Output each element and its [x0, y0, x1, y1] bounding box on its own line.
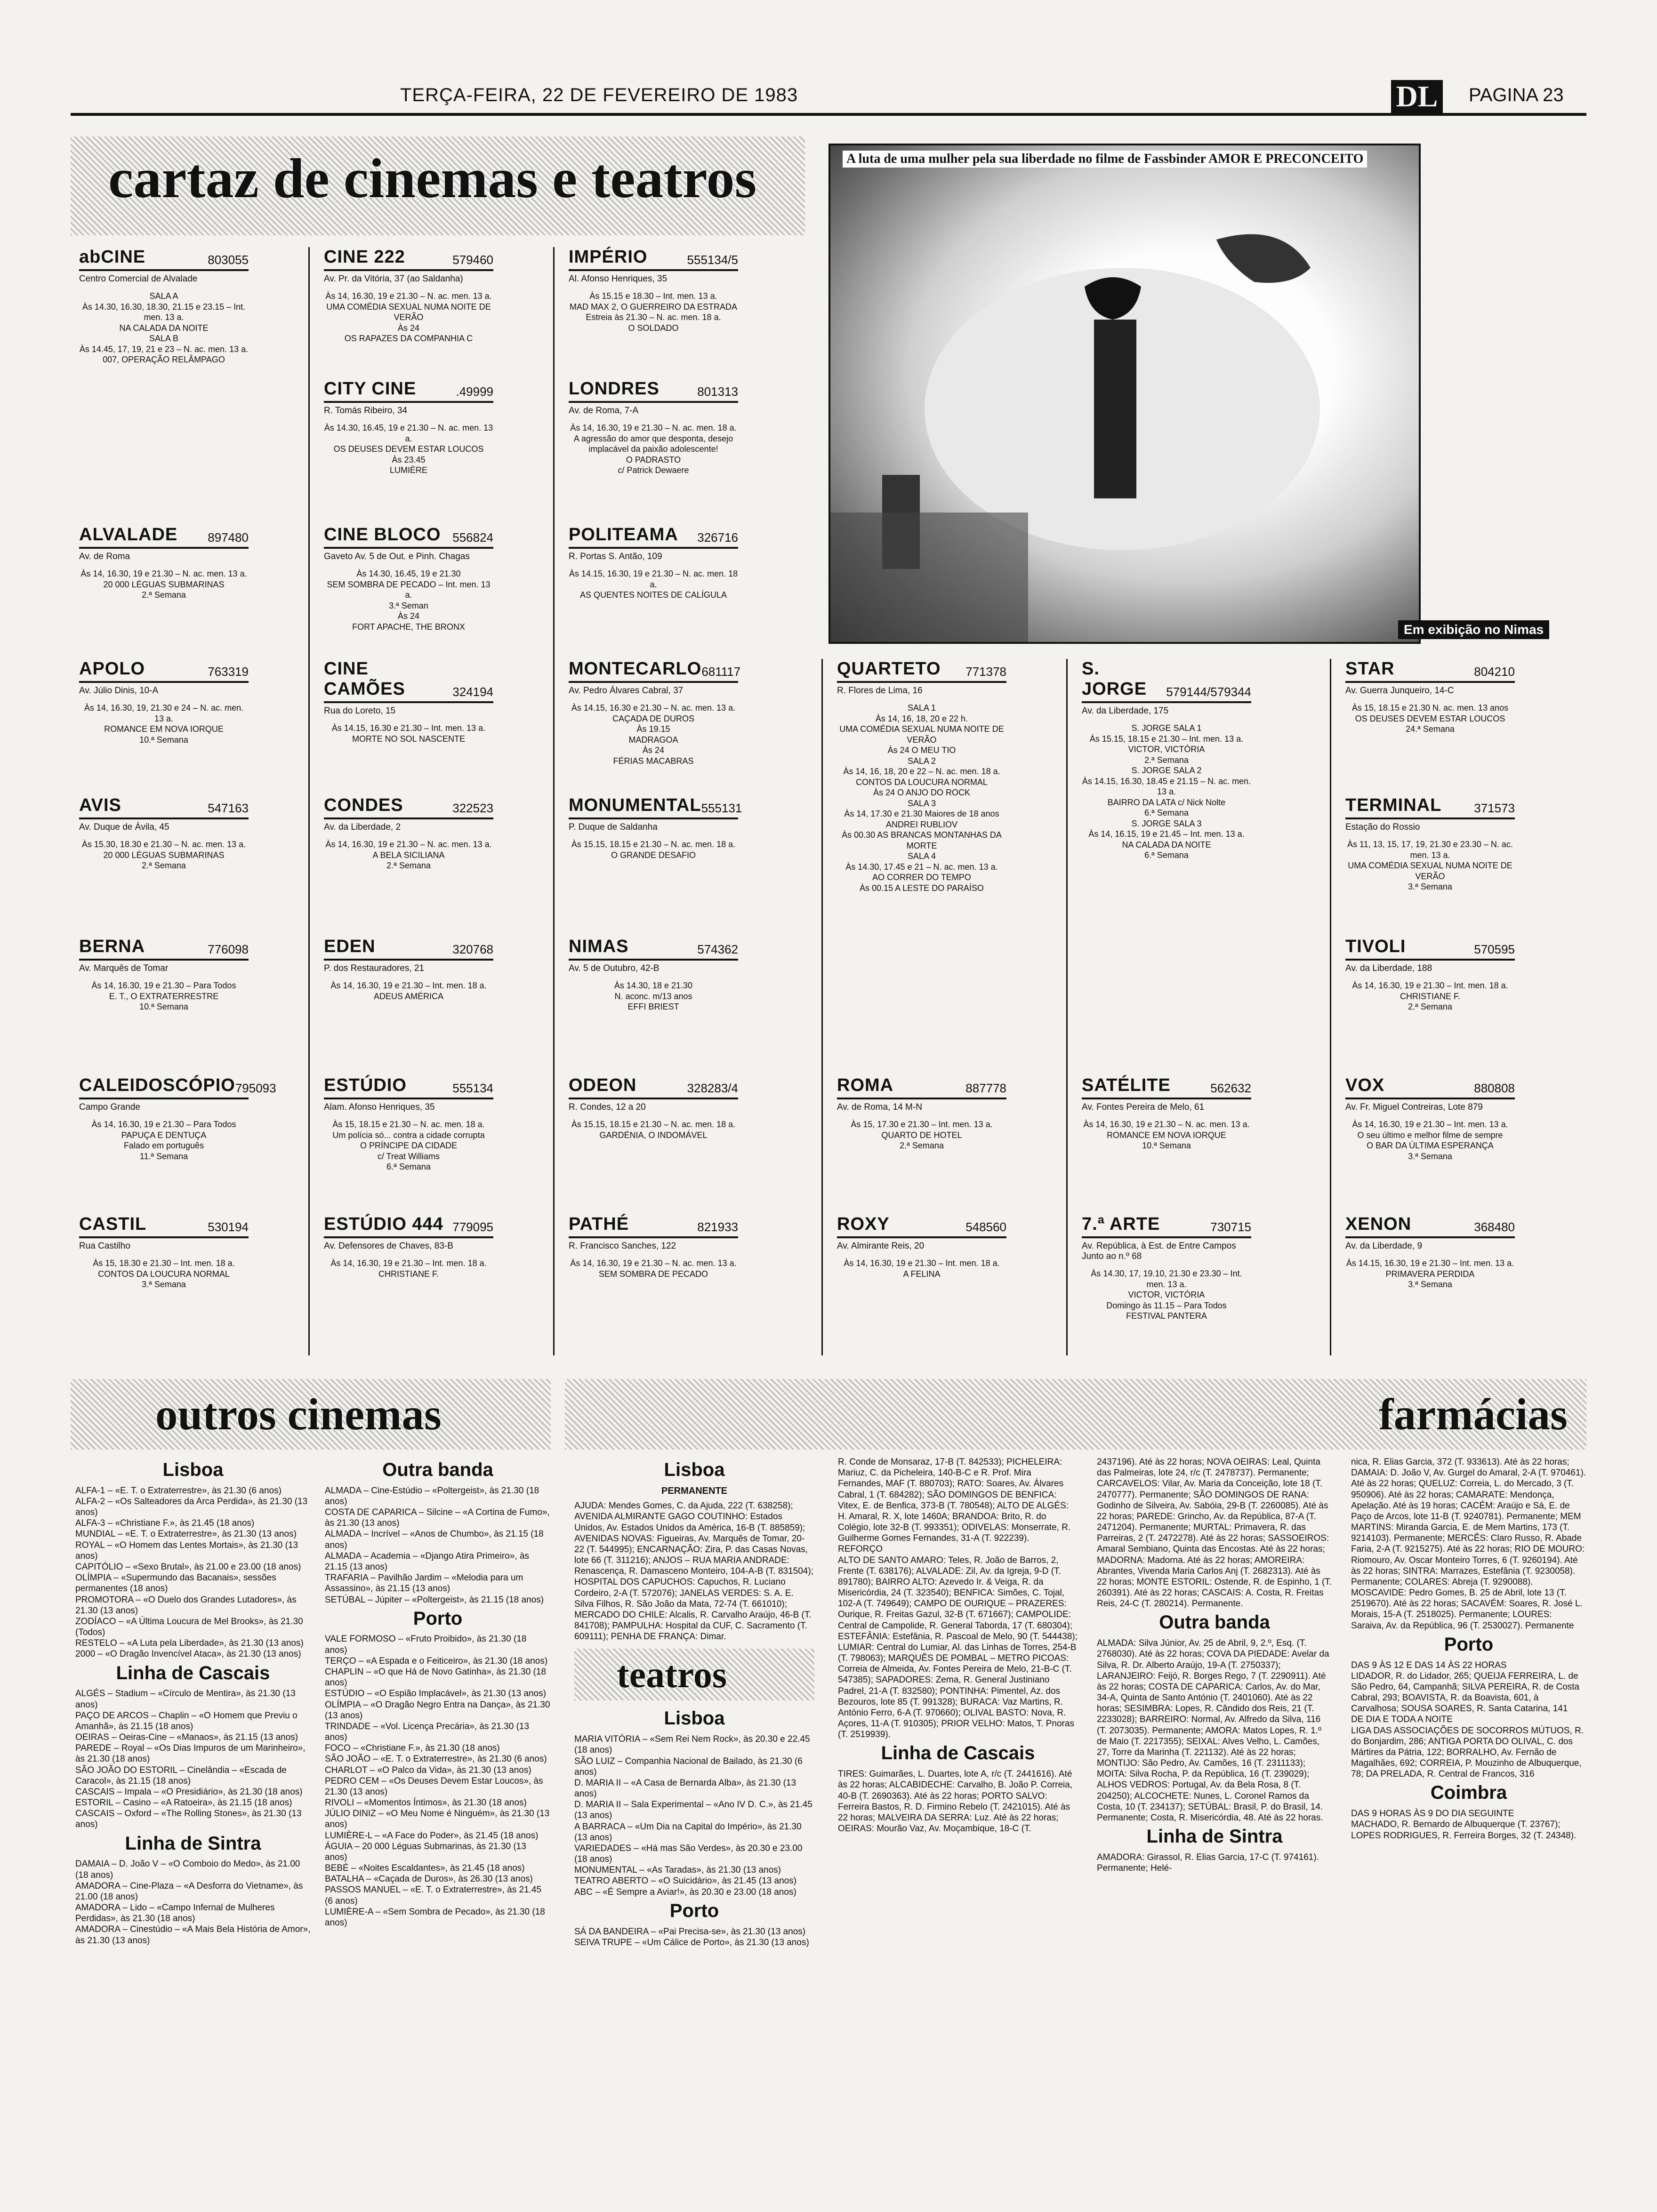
cinema-showtimes: Às 14, 16.30, 19 e 21.30 – N. ac. men. 13 a. A BELA SICILIANA 2.ª Semana — [325, 840, 492, 870]
cinema-listing — [1337, 795, 1523, 918]
farm-porto-list: DAS 9 ÀS 12 E DAS 14 ÀS 22 HORAS LIDADOR, R. do Lidador, 265; QUEIJA FERREIRA, L. de São Pedro, 64, Campanhã; SILVA PEREIRA, R. de Costa Cabral, 293; BOAVISTA, R. da Boavista, 601, à Carvalhosa; SOUSA SOARES, R. Santa Catarina, 141 DE DIA E TODA A NOITE LIGA DAS ASSOCIAÇÕES DE SOCORROS MÚTUOS, R. do Bonjardim, 286; ANTIGA PORTA DO OLIVAL, C. dos Mártires da Pátria, 122; BORRALHO, Av. Fernão de Magalhães, 692; CORREIA, P. Mouzinho de Albuquerque, 78; DA PRELADA, R. Central de Francos, 316 — [1351, 1660, 1584, 1779]
cinema-showtimes: S. JORGE SALA 1 Às 15.15, 18.15 e 21.30 – Int. men. 13 a. VICTOR, VICTÓRIA 2.ª Semana S. JORGE SALA 2 Às 14.15, 16.30, 18.45 e 21.15 – N. ac. men. 13 a. BAIRRO DA LATA c/ Nick Nolte 6.ª Semana S. JORGE SALA 3 Às 14, 16.15, 19 e 21.45 – Int. men. 13 a. NA CALADA DA NOITE 6.ª Semana — [1082, 723, 1251, 860]
cinema-name: LONDRES — [569, 379, 660, 399]
cinema-header — [79, 525, 249, 549]
cinema-showtimes: Às 11, 13, 15, 17, 19, 21.30 e 23.30 – N. ac. men. 13 a. UMA COMÉDIA SEXUAL NUMA NOITE DE VERÃO 3.ª Semana — [1347, 840, 1513, 891]
cinema-showtimes: SALA A Às 14.30, 16.30, 18.30, 21.15 e 23.15 – Int. men. 13 a. NA CALADA DA NOITE SALA B Às 14.45, 17, 19, 21 e 23 – N. ac. men. 13 a. 007, OPERAÇÃO RELÂMPAGO — [79, 291, 249, 364]
cinema-showtimes: Às 14, 16.30, 19 e 21.30 – N. ac. men. 13 a. SEM SOMBRA DE PECADO — [570, 1258, 737, 1279]
cinema-header — [1345, 937, 1515, 961]
cinema-listing — [560, 379, 747, 529]
cinema-phone: 320768 — [452, 942, 493, 956]
cinema-address: Av. Marquês de Tomar — [79, 963, 169, 973]
teatros-band — [574, 1649, 814, 1700]
cinema-listing — [315, 1214, 502, 1355]
farm-sintra-heading: Linha de Sintra — [1146, 1826, 1283, 1847]
cinema-listing — [71, 1075, 276, 1200]
cinema-address: Rua do Loreto, 15 — [324, 706, 396, 716]
cinema-phone: 326716 — [697, 530, 738, 545]
cinema-phone: 880808 — [1474, 1081, 1515, 1095]
cinema-showtimes: Às 14.30, 16.45, 19 e 21.30 SEM SOMBRA DE PECADO – Int. men. 13 a. 3.ª Seman Às 24 FORT APACHE, THE BRONX — [327, 569, 491, 632]
cinema-showtimes: Às 15, 17.30 e 21.30 – Int. men. 13 a. QUARTO DE HOTEL 2.ª Semana — [851, 1120, 993, 1150]
cinema-phone: 803055 — [208, 253, 249, 267]
cinema-phone: 821933 — [697, 1220, 738, 1234]
cinema-showtimes: Às 15.15 e 18.30 – Int. men. 13 a. MAD MAX 2, O GUERREIRO DA ESTRADA Estreia às 21.30 – N. ac. men. 18 a. O SOLDADO — [569, 291, 738, 333]
page-number: PAGINA 23 — [1469, 85, 1564, 105]
column-rule — [1066, 659, 1068, 1355]
cinema-header — [1082, 659, 1251, 703]
cinema-header — [79, 247, 249, 271]
cinema-address: Rua Castilho — [79, 1241, 130, 1251]
outros-band — [71, 1379, 551, 1450]
column-rule — [821, 659, 823, 1355]
farm-col2-list: R. Conde de Monsaraz, 17-B (T. 842533); PICHELEIRA: Mariuz, C. da Picheleira, 140-B-C e R. Prof. Mira Fernandes, MAF (T. 880703); RATO: Soares, Av. Álvares Cabral, 1 (T. 684282); SÃO DOMINGOS DE BENFICA: Vitex, E. de Benfica, 373-B (T. 780548); ALTO DE ALGÉS: H. Amaral, R. X, lote 1460A; BRANDOA: Brito, R. do Colégio, lote 32-B (T. 993351); ODIVELAS: Monserrate, R. Guilherme Gomes Fernandes, 31-A (T. 922239). REFORÇO ALTO DE SANTO AMARO: Teles, R. João de Barros, 2, Frente (T. 638176); ALVALADE: Zil, Av. da Igreja, 9-D (T. 891780); BAIRRO ALTO: Azevedo Ir. & Veiga, R. da Misericórdia, 24 (T. 323540); BENFICA: Simões, C. Tojal, 102-A (T. 749649); CAMPO DE OURIQUE – PRAZERES: Ourique, R. Freitas Gazul, 32-B (T. 671667); CAMPOLIDE: Central de Campolide, R. General Taborda, 17 (T. 680304); ESTEFÂNIA: Estefânia, R. Pascoal de Melo, 90 (T. 544438); LUMIAR: Central do Lumiar, Al. das Linhas de Torres, 254-B (T. 798063); MARQUÊS DE POMBAL – METRO PICOAS: Correia de Almeida, Av. Fontes Pereira de Melo, 21-B-C (T. 547385); SAPADORES: Zema, R. General Justiniano Padrel, 21-A (T. 832580); PONTINHA: Pimentel, Az. dos Bezouros, lote 85 (T. 991328); BURACA: Vaz Martins, R. António Ferro, 6-A (T. 970660); OLIVAL BASTO: Nova, R. Açores, 11-A (T. 910305); PRIOR VELHO: Matos, T. Pnoras (T. 2519939). — [838, 1457, 1078, 1740]
cinema-showtimes: Às 15, 18.30 e 21.30 – Int. men. 18 a. CONTOS DA LOUCURA NORMAL 3.ª Semana — [93, 1258, 235, 1289]
cinema-header — [324, 525, 493, 549]
cinema-showtimes: Às 14, 16.30, 19 e 21.30 – Para Todos E. T., O EXTRATERRESTRE 10.ª Semana — [91, 981, 236, 1011]
farm-coimbra-heading: Coimbra — [1430, 1782, 1507, 1803]
cinema-showtimes: Às 14, 16.30, 19 e 21.30 – N. ac. men. 13 a. UMA COMÉDIA SEXUAL NUMA NOITE DE VERÃO Às 24 OS RAPAZES DA COMPANHIA C — [325, 291, 492, 343]
cinema-address: Av. Pr. da Vitória, 37 (ao Saldanha) — [324, 274, 463, 284]
cinema-phone: 371573 — [1474, 801, 1515, 815]
cinema-showtimes: Às 14.15, 16.30, 19 e 21.30 – Int. men. 13 a. PRIMAVERA PERDIDA 3.ª Semana — [1346, 1258, 1514, 1289]
cinema-name: PATHÉ — [569, 1214, 629, 1234]
cinema-header — [837, 659, 1006, 683]
cinema-listing — [71, 1214, 257, 1355]
header-rule — [71, 113, 1586, 116]
cinema-header — [569, 379, 738, 403]
cinema-listing — [560, 1214, 747, 1355]
cinema-header — [79, 659, 249, 683]
movie-photo — [828, 144, 1421, 644]
cinema-phone: 322523 — [452, 801, 493, 815]
farm-lisboa-list: AJUDA: Mendes Gomes, C. da Ajuda, 222 (T. 638258); AVENIDA ALMIRANTE GAGO COUTINHO: Estados Unidos, Av. Estados Unidos da América, 16-B (T. 885859); AVENIDAS NOVAS: Figueiras, Av. Marquês de Tomar, 20-22 (T. 544995); ENCARNAÇÃO: Zira, P. das Casas Novas, lote 66 (T. 311216); ANJOS – RUA MARIA ANDRADE: Renascença, R. Damasceno Monteiro, 104-A-B (T. 831504); HOSPITAL DOS CAPUCHOS: Capuchos, R. Luciano Cordeiro, 2-A (T. 572076); JANELAS VERDES: S. A. E. Silva Filhos, R. São João da Mata, 72-74 (T. 661010); MERCADO DO CHILE: Alcalis, R. Carvalho Araújo, 46-B (T. 841708); PAMPULHA: Hospital da CUF, C. Sacramento (T. 609111); PENHA DE FRANÇA: Dimar. — [574, 1501, 813, 1642]
cinema-address: Av. Defensores de Chaves, 83-B — [324, 1241, 453, 1251]
cinema-address: Gaveto Av. 5 de Out. e Pinh. Chagas — [324, 552, 470, 561]
cinema-showtimes: Às 14, 16.30, 19 e 21.30 – Para Todos PAPUÇA E DENTUÇA Falado em português 11.ª Semana — [91, 1120, 236, 1161]
farm-col-1 — [574, 1457, 814, 1950]
cinema-phone: 324194 — [452, 685, 493, 699]
cinema-name: XENON — [1345, 1214, 1412, 1234]
cinema-listing — [1337, 1075, 1523, 1200]
cinema-listing — [71, 937, 257, 1059]
cinema-address: R. Portas S. Antão, 109 — [569, 552, 662, 561]
cinema-address: Av. Fontes Pereira de Melo, 61 — [1082, 1102, 1205, 1112]
farm-permanente-heading: PERMANENTE — [661, 1485, 727, 1496]
teatros-section-title: teatros — [617, 1654, 727, 1696]
outros-col-2 — [325, 1457, 551, 1930]
cinema-header — [1082, 1075, 1251, 1099]
cinema-phone: 779095 — [452, 1220, 493, 1234]
cinema-listing — [1337, 659, 1523, 781]
teatros-lisboa-list: MARIA VITÓRIA – «Sem Rei Nem Rock», às 20.30 e 22.45 (18 anos) SÃO LUIZ – Companhia Nacional de Bailado, às 21.30 (6 anos) D. MARIA II – «A Casa de Bernarda Alba», às 21.30 (13 anos) D. MARIA II – Sala Experimental – «Ano IV D. C.», às 21.45 (13 anos) A BARRACA – «Um Dia na Capital do Império», às 21.30 (13 anos) VARIEDADES – «Há mas São Verdes», às 20.30 e 23.00 (18 anos) MONUMENTAL – «As Taradas», às 21.30 (13 anos) TEATRO ABERTO – «O Suicidário», às 21.45 (13 anos) ABC – «É Sempre a Aviar!», às 20.30 e 23.00 (18 anos) — [574, 1734, 812, 1897]
cinema-address: Av. Júlio Dinis, 10-A — [79, 686, 159, 696]
farm-lisboa-heading: Lisboa — [664, 1459, 725, 1480]
cinema-listing — [315, 247, 502, 369]
cinema-name: BERNA — [79, 937, 145, 956]
cinema-name: ESTÚDIO 444 — [324, 1214, 443, 1234]
cinema-showtimes: Às 15, 18.15 e 21.30 – N. ac. men. 18 a. Um polícia só... contra a cidade corrupta O PRÍNCIPE DA CIDADE c/ Treat Williams 6.ª Semana — [332, 1120, 485, 1171]
cinema-name: ESTÚDIO — [324, 1075, 407, 1095]
cinema-header — [1082, 1214, 1251, 1238]
cinema-address: Av. Duque de Ávila, 45 — [79, 822, 169, 832]
cinema-showtimes: Às 14, 16.30, 19 e 21.30 – N. ac. men. 13 a. 20 000 LÉGUAS SUBMARINAS 2.ª Semana — [80, 569, 247, 600]
film-still-illustration — [830, 145, 1419, 642]
cinema-showtimes: Às 14.30, 18 e 21.30 N. aconс. m/13 anos EFFI BRIEST — [614, 981, 693, 1011]
cinema-header — [1345, 1214, 1515, 1238]
cinema-header — [324, 795, 493, 819]
cinema-phone: 579144/579344 — [1166, 685, 1251, 699]
farm-banda-list: ALMADA: Silva Júnior, Av. 25 de Abril, 9, 2.º, Esq. (T. 2768030). Até às 22 horas; COVA DA PIEDADE: Avelar da Silva, R. Dr. Alberto Araújo, 19-A (T. 2750337); LARANJEIRO: Feijó, R. Borges Rego, 7 (T. 2290911). Até às 22 horas; COSTA DE CAPARICA: Carlos, Av. do Mar, 34-A, Quinta de Santo António (T. 2401060). Até às 22 horas; SESIMBRA: Lopes, R. Cândido dos Reis, 21 (T. 2233028); BARREIRO: Normal, Av. Alfredo da Silva, 116 (T. 2073035). Permanente; AMORA: Matos Lopes, R. 1.º de Maio (T. 2217355); SEIXAL: Alves Velho, L. Camões, 27, Torre da Marinha (T. 221132). Até às 22 horas; MONTIJO: São Pedro, Av. Camões, 16 (T. 2311133); MOITA: Silva Rocha, P. da República, 16 (T. 239029); ALHOS VEDROS: Portugal, Av. da Bela Rosa, 8 (T. 204250); ALCOCHETE: Nunes, L. Coronel Ramos da Costa, 10 (T. 234137); SETÚBAL: Brasil, P. do Brasil, 14. Permanente; Costa, R. Misericórdia, 48. Até às 22 horas. — [1097, 1638, 1329, 1823]
cinema-name: EDEN — [324, 937, 376, 956]
cinema-listing — [828, 1075, 1015, 1200]
cinema-phone: 795093 — [235, 1081, 276, 1095]
cinema-name: CALEIDOSCÓPIO — [79, 1075, 235, 1095]
cinema-showtimes: Às 15.15, 18.15 e 21.30 – N. ac. men. 18 a. GARDÉNIA, O INDOMÁVEL — [571, 1120, 736, 1140]
cinema-listing — [315, 1075, 502, 1200]
cinema-name: ODEON — [569, 1075, 637, 1095]
cinema-header — [324, 1075, 493, 1099]
cinema-name: TERMINAL — [1345, 795, 1442, 815]
cinema-listing — [315, 379, 502, 529]
cinemas-section-title: cartaz de cinemas e teatros — [108, 147, 757, 209]
cinema-header — [324, 247, 493, 271]
cinema-phone: 730715 — [1210, 1220, 1251, 1234]
outros-porto-list: VALE FORMOSO – «Fruto Proibido», às 21.30 (18 anos) TERÇO – «A Espada e o Feiticeiro», às 21.30 (18 anos) CHAPLIN – «O que Há de Novo Gatinha», às 21.30 (18 anos) ESTÚDIO – «O Espião Implacável», às 21.30 (13 anos) OLÍMPIA – «O Dragão Negro Entra na Dança», às 21.30 (13 anos) TRINDADE – «Vol. Licença Precária», às 21.30 (13 anos) FOCO – «Christiane F.», às 21.30 (18 anos) SÃO JOÃO – «E. T. o Extraterrestre», às 21.30 (6 anos) CHARLOT – «O Palco da Vida», às 21.30 (13 anos) PEDRO CEM – «Os Deuses Devem Estar Loucos», às 21.30 (13 anos) RIVOLI – «Momentos Íntimos», às 21.30 (18 anos) JÚLIO DINIZ – «O Meu Nome é Ninguém», às 21.30 (13 anos) LUMIÈRE-L – «A Face do Poder», às 21.45 (18 anos) ÁGUIA – 20 000 Léguas Submarinas, às 21.30 (13 anos) BEBÉ – «Noites Escaldantes», às 21.45 (18 anos) BATALHA – «Caçada de Duros», às 26.30 (13 anos) PASSOS MANUEL – «E. T. o Extraterrestre», às 21.45 (6 anos) LUMIÈRE-A – «Sem Sombra de Pecado», às 21.30 (18 anos) — [325, 1634, 550, 1928]
outros-lisboa-list: ALFA-1 – «E. T. o Extraterrestre», às 21.30 (6 anos) ALFA-2 – «Os Salteadores da Arca Perdida», às 21.30 (13 anos) ALFA-3 – «Christiane F.», às 21.45 (18 anos) MUNDIAL – «E. T. o Extraterrestre», às 21.30 (13 anos) ROYAL – «O Homem das Lentes Mortais», às 21.30 (13 anos) CAPITÓLIO – «Sexo Brutal», às 21.00 e 23.00 (18 anos) OLÍMPIA – «Supermundo das Bacanais», sessões permanentes (18 anos) PROMOTORA – «O Duelo dos Grandes Lutadores», às 21.30 (13 anos) ZODÍACO – «A Última Loucura de Mel Brooks», às 21.30 (Todos) RESTELO – «A Luta pela Liberdade», às 21.30 (13 anos) 2000 – «O Dragão Invencível Ataca», às 21.30 (13 anos) — [75, 1485, 308, 1659]
cinema-showtimes: Às 14, 16.30, 19, 21.30 e 24 – N. ac. men. 13 a. ROMANCE EM NOVA IORQUE 10.ª Semana — [84, 703, 244, 745]
cinema-phone: 804210 — [1474, 665, 1515, 679]
cinema-showtimes: SALA 1 Às 14, 16, 18, 20 e 22 h. UMA COMÉDIA SEXUAL NUMA NOITE DE VERÃO Às 24 O MEU TIO SALA 2 Às 14, 16, 18, 20 e 22 – N. ac. men. 18 a. CONTOS DA LOUCURA NORMAL Às 24 O ANJO DO ROCK SALA 3 Às 14, 17.30 e 21.30 Maiores de 18 anos ANDREI RUBLIOV Às 00.30 AS BRANCAS MONTANHAS DA MORTE SALA 4 Às 14.30, 17.45 e 21 – N. ac. men. 13 a. AO CORRER DO TEMPO Às 00.15 A LESTE DO PARAÍSO — [839, 703, 1004, 893]
cinema-header — [569, 659, 741, 683]
cinema-listing — [315, 937, 502, 1059]
cinema-header — [324, 659, 493, 703]
cinema-phone: 570595 — [1474, 942, 1515, 956]
cinema-phone: 562632 — [1210, 1081, 1251, 1095]
cinema-address: Estação do Rossio — [1345, 822, 1420, 832]
cinemas-band — [71, 136, 805, 235]
cinema-address: Al. Afonso Henriques, 35 — [569, 274, 668, 284]
cinema-header — [569, 247, 738, 271]
farm-cascais-heading: Linha de Cascais — [881, 1743, 1035, 1764]
column-rule — [553, 247, 555, 1355]
cinema-showtimes: Às 14, 16.30, 19 e 21.30 – N. ac. men. 18 a. A agressão do amor que desponta, desejo implacável da paixão adolescente! O PADRASTO c/ Patrick Dewaere — [570, 423, 737, 475]
cinema-listing — [1073, 659, 1260, 1068]
cinema-name: VOX — [1345, 1075, 1385, 1095]
farm-banda-heading: Outra banda — [1159, 1612, 1270, 1633]
cinema-phone: 887778 — [965, 1081, 1006, 1095]
cinema-showtimes: Às 14.30, 16.45, 19 e 21.30 – N. ac. men. 13 a. OS DEUSES DEVEM ESTAR LOUCOS Às 23.45 LUMIÈRE — [324, 423, 493, 475]
cinema-name: MONTECARLO — [569, 659, 702, 679]
cinema-showtimes: Às 14, 16.30, 19 e 21.30 – Int. men. 18 a. ADEUS AMÉRICA — [330, 981, 487, 1001]
cinema-address: Alam. Afonso Henriques, 35 — [324, 1102, 435, 1112]
cinema-name: CINE 222 — [324, 247, 405, 267]
farm-col4-list: nica, R. Elias Garcia, 372 (T. 933613). Até às 22 horas; DAMAIA: D. João V, Av. Gurgel do Amaral, 2-A (T. 970461). Até às 22 horas; QUELUZ: Correia, L. do Mercado, 3 (T. 950906). Até às 22 horas; CAMARATE: Mendonça, Apelação. Até às 19 horas; CACÉM: Araújo e Sá, E. de Paço de Arcos, lote 11-B (T. 9240781). Permanente; MEM MARTINS: Miranda Garcia, E. de Mem Martins, 173 (T. 9214103). Permanente; MERCÊS: Claro Russo, R. Abade Faria, 2-A (T. 9215275). Até às 22 horas; RIO DE MOURO: Riomouro, Av. Oscar Monteiro Torres, 6 (T. 9260194). Até às 22 horas; SINTRA: Marrazes, Estefânia (T. 9230058). Permanente; COLARES: Abreja (T. 9290088). MOSCAVIDE: Pedro Gomes, B. 25 de Abril, lote 13 (T. 2519670). Até às 22 horas; SACAVÉM: Soares, R. José L. Morais, 15-A (T. 2518025). Permanente; LOURES: Saraiva, Av. da República, 96 (T. 2530027). Permanente — [1351, 1457, 1586, 1631]
cinema-address: R. Tomás Ribeiro, 34 — [324, 406, 408, 416]
cinema-header — [837, 1214, 1006, 1238]
cinema-address: Av. de Roma — [79, 552, 130, 561]
cinema-name: CONDES — [324, 795, 403, 815]
photo-caption: A luta de uma mulher pela sua liberdade no filme de Fassbinder AMOR E PRECONCEITO — [843, 151, 1367, 168]
column-rule — [308, 247, 310, 1355]
cinema-address: P. dos Restauradores, 21 — [324, 963, 425, 973]
cinema-listing — [560, 1075, 747, 1200]
farm-col-3 — [1097, 1457, 1332, 1875]
cinema-phone: 548560 — [965, 1220, 1006, 1234]
cinema-phone: 555131 — [701, 801, 742, 815]
cinema-showtimes: Às 14, 16.30, 19 e 21.30 – Int. men. 18 a. CHRISTIANE F. — [330, 1258, 487, 1279]
cinema-listing — [71, 795, 257, 918]
farmacias-band — [565, 1379, 1586, 1450]
cinema-name: POLITEAMA — [569, 525, 678, 545]
cinema-name: S. JORGE — [1082, 659, 1147, 699]
cinema-showtimes: Às 14.30, 17, 19.10, 21.30 e 23.30 – Int. men. 13 a. VICTOR, VICTÓRIA Domingo às 11.15 – Para Todos FESTIVAL PANTERA — [1091, 1269, 1242, 1321]
cinema-name: NIMAS — [569, 937, 629, 956]
cinema-phone: 771378 — [965, 665, 1006, 679]
cinema-name: AVIS — [79, 795, 121, 815]
column-rule — [1330, 659, 1331, 1355]
cinema-showtimes: Às 15, 18.15 e 21.30 N. ac. men. 13 anos OS DEUSES DEVEM ESTAR LOUCOS 24.ª Semana — [1351, 703, 1509, 734]
cinema-listing — [71, 659, 257, 781]
outros-sintra-list: DAMAIA – D. João V – «O Comboio do Medo», às 21.00 (18 anos) AMADORA – Cine-Plaza – «A Desforra do Vietname», às 21.00 (18 anos) AMADORA – Lido – «Campo Infernal de Mulheres Perdidas», às 21.30 (18 anos) AMADORA – Cinestúdio – «A Mais Bela História de Amor», às 21.30 (13 anos) — [75, 1859, 311, 1946]
cinema-phone: 547163 — [208, 801, 249, 815]
cinema-phone: 556824 — [452, 530, 493, 545]
cinema-header — [324, 1214, 493, 1238]
cinema-listing — [315, 525, 502, 647]
cinema-showtimes: Às 14, 16.30, 19 e 21.30 – N. ac. men. 13 a. ROMANCE EM NOVA IORQUE 10.ª Semana — [1083, 1120, 1250, 1150]
cinema-phone: 555134/5 — [687, 253, 738, 267]
photo-badge: Em exibição no Nimas — [1398, 620, 1549, 639]
cinema-address: Av. da Liberdade, 188 — [1345, 963, 1432, 973]
cinema-name: abCINE — [79, 247, 146, 267]
cinema-name: CASTIL — [79, 1214, 147, 1234]
cinema-phone: .49999 — [456, 385, 493, 399]
cinema-header — [1345, 659, 1515, 683]
cinema-header — [79, 1075, 276, 1099]
cinema-name: CITY CINE — [324, 379, 417, 399]
farm-col-4 — [1351, 1457, 1586, 1843]
cinema-listing — [560, 659, 747, 781]
cinema-address: Av. Pedro Álvares Cabral, 37 — [569, 686, 684, 696]
cinema-address: Av. República, à Est. de Entre Campos Junto ao n.º 68 — [1082, 1241, 1236, 1261]
cinema-listing — [71, 247, 257, 515]
cinema-listing — [1337, 937, 1523, 1059]
cinema-address: R. Francisco Sanches, 122 — [569, 1241, 676, 1251]
cinema-name: 7.ª ARTE — [1082, 1214, 1160, 1234]
cinema-phone: 530194 — [208, 1220, 249, 1234]
cinema-phone: 555134 — [452, 1081, 493, 1095]
cinema-header — [79, 937, 249, 961]
cinema-address: Av. 5 de Outubro, 42-B — [569, 963, 660, 973]
cinema-header — [569, 1075, 738, 1099]
cinema-address: Av. da Liberdade, 175 — [1082, 706, 1169, 716]
cinema-address: Av. da Liberdade, 2 — [324, 822, 401, 832]
newspaper-logo: DL — [1391, 80, 1443, 113]
cinema-address: Campo Grande — [79, 1102, 140, 1112]
teatros-porto-list: SÁ DA BANDEIRA – «Pai Precisa-se», às 21.30 (13 anos) SEIVA TRUPE – «Um Cálice de Porto», às 21.30 (13 anos) — [574, 1926, 809, 1948]
cinema-name: IMPÉRIO — [569, 247, 648, 267]
cinema-address: Av. Fr. Miguel Contreiras, Lote 879 — [1345, 1102, 1483, 1112]
cinema-header — [324, 379, 493, 403]
cinema-header — [569, 525, 738, 549]
cinema-address: Av. de Roma, 14 M-N — [837, 1102, 922, 1112]
farm-porto-heading: Porto — [1444, 1634, 1494, 1655]
cinema-phone: 579460 — [452, 253, 493, 267]
cinema-listing — [560, 795, 747, 918]
cinema-showtimes: Às 15.30, 18.30 e 21.30 – N. ac. men. 13 a. 20 000 LÉGUAS SUBMARINAS 2.ª Semana — [81, 840, 246, 870]
outros-cascais-list: ALGÉS – Stadium – «Círculo de Mentira», às 21.30 (13 anos) PAÇO DE ARCOS – Chaplin – «O Homem que Previu o Amanhã», às 21.15 (18 anos) OEIRAS – Oeiras-Cine – «Manaos», às 21.15 (13 anos) PAREDE – Royal – «Os Dias Impuros de um Marinheiro», às 21.30 (18 anos) SÃO JOÃO DO ESTORIL – Cinelândia – «Escada de Caracol», às 21.15 (18 anos) CASCAIS – Impala – «O Presidiário», às 21.30 (18 anos) ESTORIL – Casino – «A Ratoeira», às 21.15 (18 anos) CASCAIS – Oxford – «The Rolling Stones», às 21.30 (13 anos) — [75, 1689, 306, 1830]
cinema-header — [569, 1214, 738, 1238]
cinema-listing — [828, 1214, 1015, 1355]
cinema-showtimes: Às 14.15, 16.30 e 21.30 – N. ac. men. 13 a. CAÇADA DE DUROS Às 19.15 MADRAGOA Às 24 FÉRIAS MACABRAS — [571, 703, 736, 766]
outros-section-title: outros cinemas — [155, 1389, 442, 1439]
page-date: TERÇA-FEIRA, 22 DE FEVEREIRO DE 1983 — [400, 85, 798, 105]
outros-banda-heading: Outra banda — [382, 1459, 493, 1480]
cinema-name: ROMA — [837, 1075, 894, 1095]
cinema-name: QUARTETO — [837, 659, 941, 679]
cinema-address: Av. de Roma, 7-A — [569, 406, 639, 416]
cinema-phone: 776098 — [208, 942, 249, 956]
cinema-name: TIVOLI — [1345, 937, 1406, 956]
cinema-name: STAR — [1345, 659, 1395, 679]
cinema-name: APOLO — [79, 659, 145, 679]
cinema-listing — [71, 525, 257, 647]
cinema-address: Av. da Liberdade, 9 — [1345, 1241, 1423, 1251]
cinema-listing — [315, 659, 502, 781]
cinema-header — [324, 937, 493, 961]
farm-col3-list: 2437196). Até às 22 horas; NOVA OEIRAS: Leal, Quinta das Palmeiras, lote 24, r/c (T. 2478737). Permanente; CARCAVELOS: Vilar, Av. Maria da Conceição, lote 18 (T. 2470777). Permanente; SÃO DOMINGOS DE RANA: Godinho de Silveira, Av. Sabóia, 29-B (T. 2260085). Até às 22 horas; PAREDE: Grincho, Av. da República, 87-A (T. 2471204). Permanente; MURTAL: Primavera, R. das Parreiras, 2 (T. 2472278). Até às 22 horas; SASSOEIROS: Amaral Sembiano, Quinta das Encostas. Até às 22 horas; MADORNA: Madorna. Até às 22 horas; AMOREIRA: Abrantes, Vivenda Maria Carlos Anj (T. 2682313). Até às 22 horas; MONTE ESTORIL: Ostende, R. de Espinho, 1 (T. 260391). Até às 22 horas; CASCAIS: A. Costa, R. Freitas Reis, 24-C (T. 280214). Permanente. — [1097, 1457, 1332, 1609]
cinema-phone: 368480 — [1474, 1220, 1515, 1234]
cinema-listing — [315, 795, 502, 918]
cinema-name: ROXY — [837, 1214, 890, 1234]
teatros-porto-heading: Porto — [669, 1900, 719, 1921]
cinema-showtimes: Às 14, 16.30, 19 e 21.30 – Int. men. 18 a. A FELINA — [844, 1258, 1000, 1279]
cinema-showtimes: Às 15.15, 18.15 e 21.30 – N. ac. men. 18 a. O GRANDE DESAFIO — [571, 840, 736, 860]
outros-cascais-heading: Linha de Cascais — [116, 1662, 270, 1683]
outros-col-1 — [75, 1457, 311, 1948]
cinema-header — [569, 937, 738, 961]
farmacias-section-title: farmácias — [1379, 1389, 1568, 1439]
cinema-phone: 763319 — [208, 665, 249, 679]
cinema-header — [1345, 1075, 1515, 1099]
cinema-name: CINE BLOCO — [324, 525, 441, 545]
cinema-showtimes: Às 14, 16.30, 19 e 21.30 – Int. men. 13 a. O seu último e melhor filme de sempre O BAR DA ÚLTIMA ESPERANÇA 3.ª Semana — [1352, 1120, 1508, 1161]
cinema-address: Av. Guerra Junqueiro, 14-C — [1345, 686, 1454, 696]
cinema-showtimes: Às 14.15, 16.30 e 21.30 – Int. men. 13 a. MORTE NO SOL NASCENTE — [331, 723, 486, 744]
outros-porto-heading: Porto — [413, 1608, 463, 1629]
cinema-phone: 801313 — [697, 385, 738, 399]
cinema-listing — [560, 937, 747, 1059]
cinema-listing — [828, 659, 1015, 1068]
cinema-phone: 897480 — [208, 530, 249, 545]
farm-coimbra-list: DAS 9 HORAS ÀS 9 DO DIA SEGUINTE MACHADO, R. Bernardo de Albuquerque (T. 23767); LOPES RODRIGUES, R. Ferreira Borges, 32 (T. 24348). — [1351, 1809, 1577, 1841]
cinema-phone: 574362 — [697, 942, 738, 956]
cinema-listing — [560, 247, 747, 379]
outros-sintra-heading: Linha de Sintra — [125, 1833, 261, 1854]
cinema-address: P. Duque de Saldanha — [569, 822, 658, 832]
outros-lisboa-heading: Lisboa — [162, 1459, 224, 1480]
cinema-name: SATÉLITE — [1082, 1075, 1171, 1095]
cinema-name: CINE CAMÕES — [324, 659, 405, 699]
cinema-header — [569, 795, 742, 819]
cinema-listing — [1337, 1214, 1523, 1355]
cinema-showtimes: Às 14.15, 16.30, 19 e 21.30 – N. ac. men. 18 a. AS QUENTES NOITES DE CALÍGULA — [569, 569, 738, 600]
cinema-header — [79, 1214, 249, 1238]
cinema-listing — [560, 525, 747, 647]
cinema-phone: 681117 — [701, 665, 741, 679]
cinema-header — [837, 1075, 1006, 1099]
cinema-address: R. Condes, 12 a 20 — [569, 1102, 646, 1112]
cinema-address: R. Flores de Lima, 16 — [837, 686, 923, 696]
outros-banda-list: ALMADA – Cine-Estúdio – «Poltergeist», às 21.30 (18 anos) COSTA DE CAPARICA – Silcine – «A Cortina de Fumo», às 21.30 (13 anos) ALMADA – Incrível – «Anos de Chumbo», às 21.15 (18 anos) ALMADA – Academia – «Django Atira Primeiro», às 21.15 (13 anos) TRAFARIA – Pavilhão Jardim – «Melodia para um Assassino», às 21.15 (13 anos) SETÚBAL – Júpiter – «Poltergeist», às 21.15 (18 anos) — [325, 1485, 550, 1605]
cinema-name: MONUMENTAL — [569, 795, 701, 815]
farm-sintra-list: AMADORA: Girassol, R. Elias Garcia, 17-C (T. 974161). Permanente; Helé- — [1097, 1852, 1319, 1874]
cinema-address: Centro Comercial de Alvalade — [79, 274, 198, 284]
farm-col-2 — [838, 1457, 1078, 1836]
cinema-listing — [1073, 1214, 1260, 1355]
cinema-showtimes: Às 14, 16.30, 19 e 21.30 – Int. men. 18 a. CHRISTIANE F. 2.ª Semana — [1352, 981, 1508, 1011]
farm-cascais-list: TIRES: Guimarães, L. Duartes, lote A, r/c (T. 2441616). Até às 22 horas; ALCABIDECHE: Carvalho, B. João P. Correia, 40-B (T. 2690363). Até às 22 horas; PORTO SALVO: Ferreira Bastos, R. D. Firmino Rebelo (T. 2421015). Até às 22 horas; MALVEIRA DA SERRA: Luz. Até às 22 horas; OEIRAS: Mourão Vaz, Av. Moçambique, 18-C (T. — [838, 1769, 1073, 1834]
cinema-address: Av. Almirante Reis, 20 — [837, 1241, 925, 1251]
cinema-phone: 328283/4 — [687, 1081, 738, 1095]
cinema-header — [79, 795, 249, 819]
cinema-listing — [1073, 1075, 1260, 1200]
cinema-header — [1345, 795, 1515, 819]
teatros-lisboa-heading: Lisboa — [664, 1708, 725, 1729]
cinema-name: ALVALADE — [79, 525, 178, 545]
